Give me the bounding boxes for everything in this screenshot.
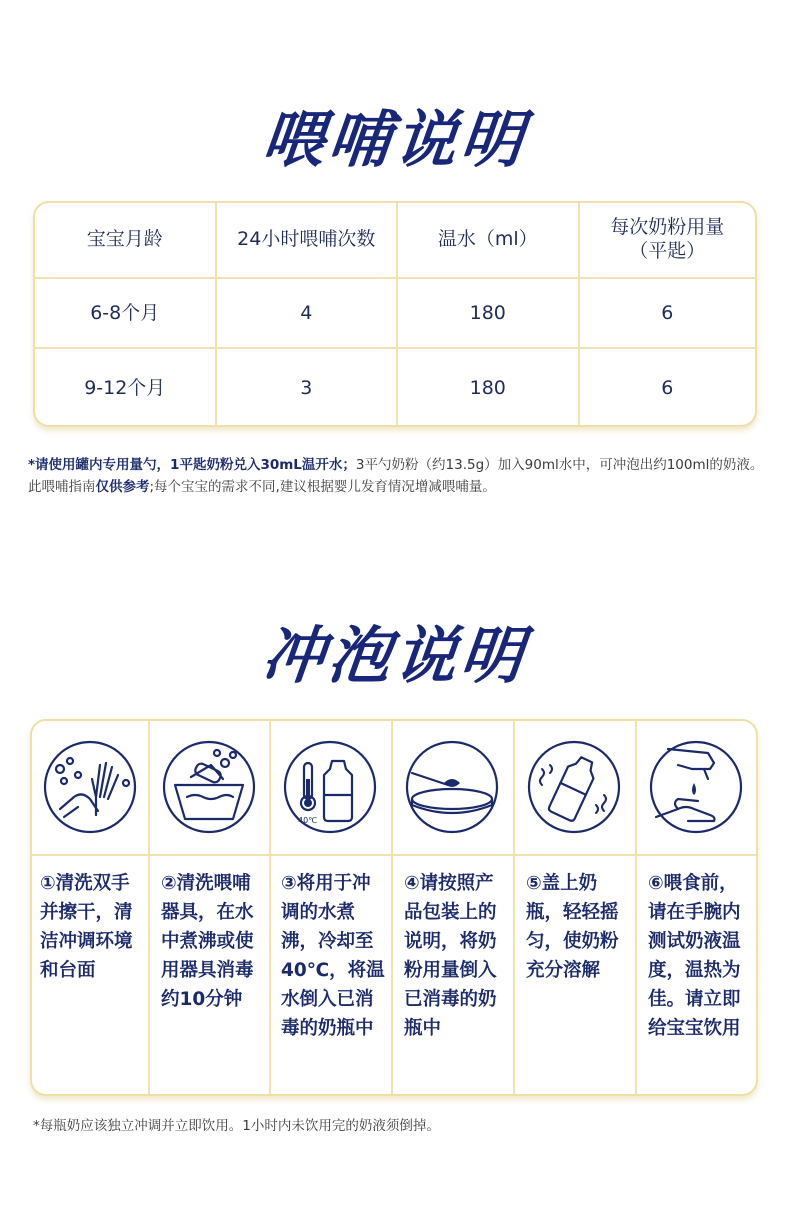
cell-times: 3 xyxy=(215,349,397,427)
note-bold-2: 仅供参考 xyxy=(95,479,150,495)
boil-utensils-icon xyxy=(161,739,257,835)
preparation-title: 冲泡说明 xyxy=(258,619,531,692)
note-text-2: ;每个宝宝的需求不同,建议根据婴儿发育情况增减喂哺量。 xyxy=(149,479,496,495)
scoop-powder-icon xyxy=(404,739,500,835)
cell-powder: 6 xyxy=(578,349,756,427)
step-2-text: ②清洗喂哺器具，在水中煮沸或使用器具消毒约10分钟 xyxy=(161,873,254,1010)
cell-age: 9-12个月 xyxy=(84,377,166,400)
step-4-text: ④请按照产品包装上的说明，将奶粉用量倒入已消毒的奶瓶中 xyxy=(404,873,497,1039)
divider xyxy=(32,854,756,856)
step-3-text: ③将用于冲调的水煮沸，冷却至40℃，将温水倒入已消毒的奶瓶中 xyxy=(281,873,385,1039)
cell-water: 180 xyxy=(396,279,578,349)
temperature-label: 40℃ xyxy=(298,816,318,825)
cell-times: 4 xyxy=(215,279,397,349)
divider xyxy=(635,721,637,1094)
preparation-footnote: *每瓶奶应该独立冲调并立即饮用。1小时内未饮用完的奶液须倒掉。 xyxy=(33,1118,440,1134)
divider xyxy=(148,721,150,1094)
wrist-test-icon xyxy=(648,739,744,835)
header-water: 温水（ml） xyxy=(396,203,578,277)
header-powder xyxy=(578,203,756,277)
divider xyxy=(513,721,515,1094)
table-header-row xyxy=(35,203,755,277)
note-bold-1: *请使用罐内专用量勺，1平匙奶粉兑入30mL温开水； xyxy=(28,457,356,473)
feeding-title: 喂哺说明 xyxy=(258,103,531,176)
table-row xyxy=(35,347,755,427)
preparation-table xyxy=(30,719,758,1096)
shake-bottle-icon xyxy=(526,739,622,835)
cell-powder: 6 xyxy=(578,279,756,349)
table-row xyxy=(35,277,755,349)
step-1-text: ①清洗双手并擦干，清洁冲调环境和台面 xyxy=(40,873,133,981)
thermometer-bottle-icon xyxy=(282,739,378,835)
header-powder-label: 每次奶粉用量 xyxy=(610,216,725,239)
header-times: 24小时喂哺次数 xyxy=(215,203,397,277)
divider xyxy=(391,721,393,1094)
cell-water: 180 xyxy=(396,349,578,427)
divider xyxy=(269,721,271,1094)
step-6-text: ⑥喂食前，请在手腕内测试奶液温度，温热为佳。请立即给宝宝饮用 xyxy=(648,873,741,1039)
step-5-text: ⑤盖上奶瓶，轻轻摇匀，使奶粉充分溶解 xyxy=(526,873,619,981)
feeding-note xyxy=(28,454,768,498)
header-powder-unit: （平匙） xyxy=(629,240,706,262)
note-text-1: 3平勺奶粉（约13.5g）加入90ml水中，可冲泡出约100ml的奶液。此喂哺指南 xyxy=(28,457,764,495)
feeding-table xyxy=(33,201,757,427)
cell-age: 6-8个月 xyxy=(90,302,160,325)
wash-hands-icon xyxy=(42,739,138,835)
header-age: 宝宝月龄 xyxy=(86,228,163,251)
